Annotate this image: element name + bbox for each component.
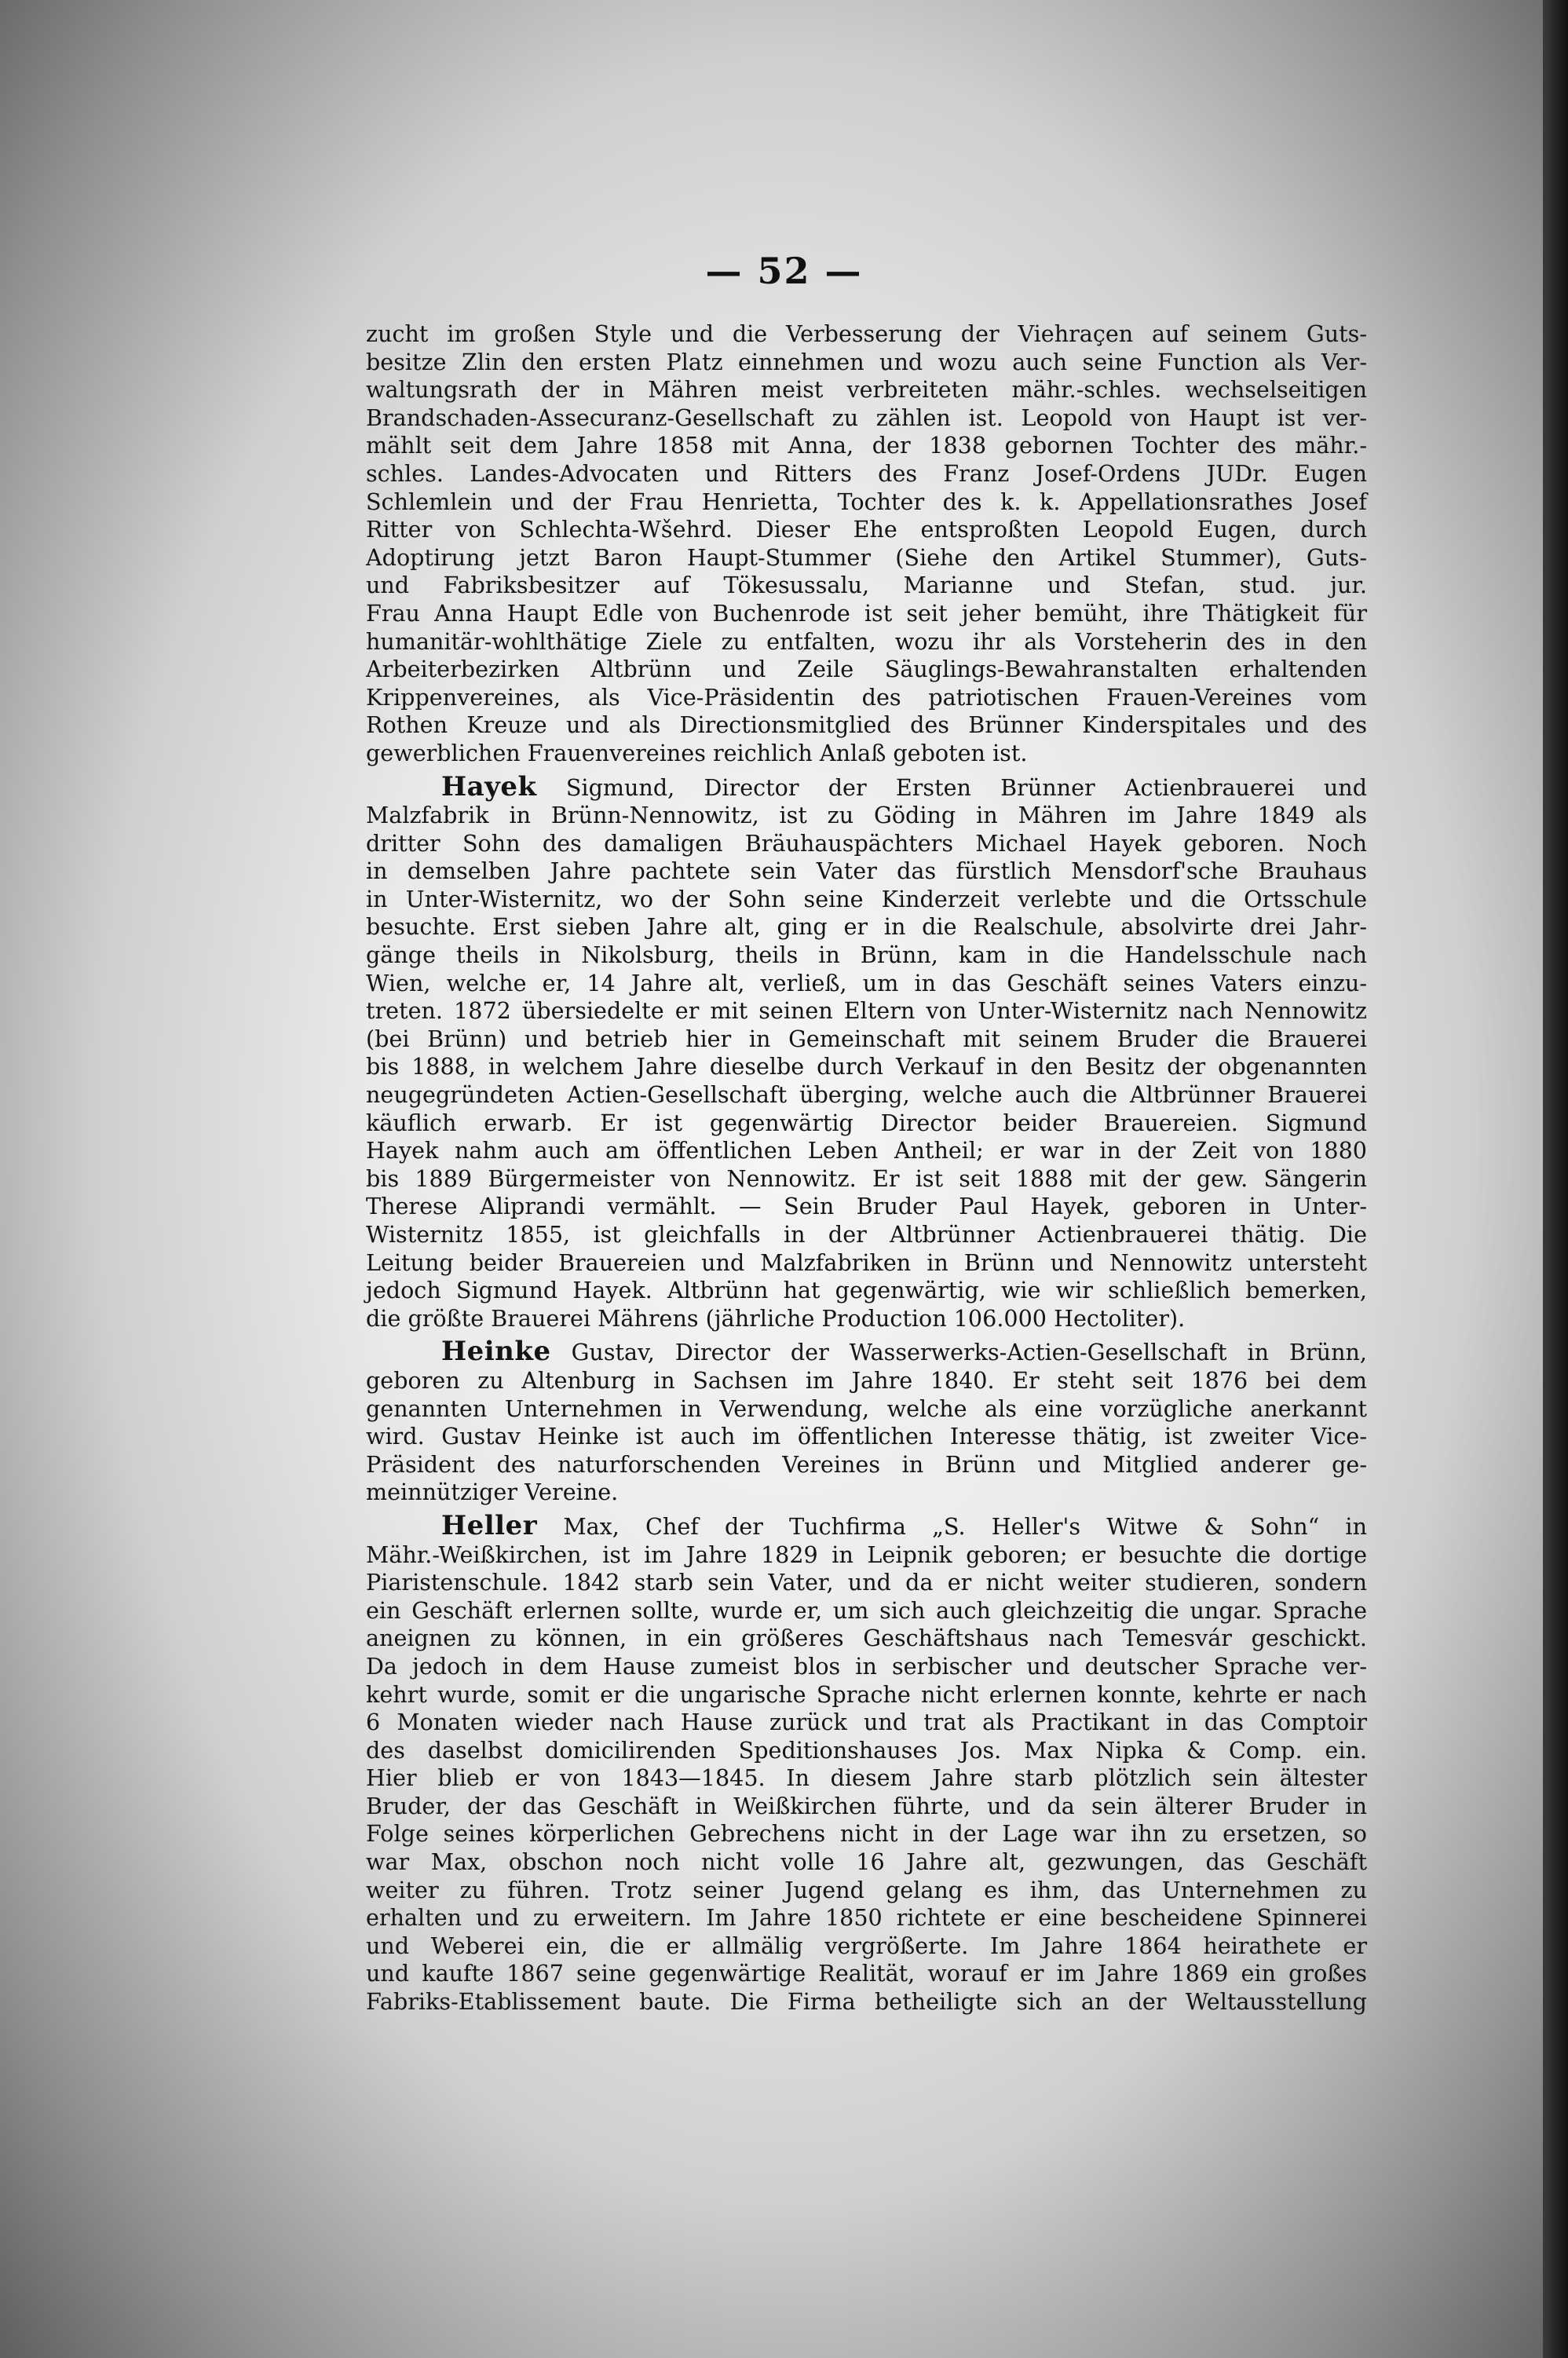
text-line: waltungsrath der in Mähren meist verbreiteten mähr.-schles. wechselseitigen [366, 376, 1367, 404]
intro-paragraph [366, 320, 1367, 768]
text-line: Schlemlein und der Frau Henrietta, Tochter des k. k. Appellationsrathes Josef [366, 488, 1367, 515]
entry-first-line [366, 770, 1367, 802]
entry-first-line-text: Sigmund, Director der Ersten Brünner Actienbrauerei und [565, 773, 1367, 801]
text-line: Brandschaden-Assecuranz-Gesellschaft zu zählen ist. Leopold von Haupt ist ver- [366, 404, 1367, 431]
text-line: geboren zu Altenburg in Sachsen im Jahre 1840. Er steht seit 1876 bei dem [366, 1366, 1367, 1394]
text-line: in Unter-Wisternitz, wo der Sohn seine Kinderzeit verlebte und die Ortsschule [366, 885, 1367, 912]
text-line: war Max, obschon noch nicht volle 16 Jahre alt, gezwungen, das Geschäft [366, 1848, 1367, 1876]
text-line: und Fabriksbesitzer auf Tökesussalu, Marianne und Stefan, stud. jur. [366, 572, 1367, 599]
text-line: bis 1889 Bürgermeister von Nennowitz. Er ist seit 1888 mit der gew. Sängerin [366, 1164, 1367, 1192]
text-line: Präsident des naturforschenden Vereines in Brünn und Mitglied anderer ge- [366, 1450, 1367, 1478]
text-line: Mähr.-Weißkirchen, ist im Jahre 1829 in Leipnik geboren; er besuchte die dortige [366, 1541, 1367, 1568]
text-line: neugegründeten Actien-Gesellschaft überging, welche auch die Altbrünner Brauerei [366, 1081, 1367, 1109]
text-line: genannten Unternehmen in Verwendung, welche als eine vorzügliche anerkannt [366, 1395, 1367, 1422]
page-edge-shadow [1543, 0, 1568, 2358]
text-line: Therese Aliprandi vermählt. — Sein Bruder Paul Hayek, geboren in Unter- [366, 1193, 1367, 1220]
text-line: wird. Gustav Heinke ist auch im öffentlichen Interesse thätig, ist zweiter Vice- [366, 1423, 1367, 1450]
text-line: Hier blieb er von 1843—1845. In diesem Jahre starb plötzlich sein ältester [366, 1764, 1367, 1792]
text-line: Ritter von Schlechta-Wšehrd. Dieser Ehe entsproßten Leopold Eugen, durch [366, 516, 1367, 543]
text-line: in demselben Jahre pachtete sein Vater das fürstlich Mensdorf'sche Brauhaus [366, 857, 1367, 885]
text-line: schles. Landes-Advocaten und Ritters des Franz Josef-Ordens JUDr. Eugen [366, 459, 1367, 487]
text-line: des daselbst domicilirenden Speditionshauses Jos. Max Nipka & Comp. ein. [366, 1736, 1367, 1764]
page-number: — 52 — [705, 250, 863, 292]
text-line: gänge theils in Nikolsburg, theils in Brünn, kam in die Handelsschule nach [366, 941, 1367, 969]
entry-first-line [366, 1509, 1367, 1541]
text-line: Rothen Kreuze und als Directionsmitglied des Brünner Kinderspitales und des [366, 711, 1367, 739]
text-line: und kaufte 1867 seine gegenwärtige Realität, worauf er im Jahre 1869 ein großes [366, 1960, 1367, 1987]
entry-heading: Heller [441, 1509, 538, 1541]
entry-first-line-text: Max, Chef der Tuchfirma „S. Heller's Witwe & Sohn“ in [563, 1512, 1367, 1540]
text-line: Piaristenschule. 1842 starb sein Vater, und da er nicht weiter studieren, sondern [366, 1569, 1367, 1596]
text-line: bis 1888, in welchem Jahre dieselbe durch Verkauf in den Besitz der obgenannten [366, 1053, 1367, 1080]
entry-heller [366, 1509, 1367, 2016]
entry-heading: Heinke [441, 1336, 551, 1368]
text-line: treten. 1872 übersiedelte er mit seinen Eltern von Unter-Wisternitz nach Nennowitz [366, 997, 1367, 1025]
text-line: die größte Brauerei Mährens (jährliche Production 106.000 Hectoliter). [366, 1304, 1186, 1332]
text-line: Fabriks-Etablissement baute. Die Firma betheiligte sich an der Weltausstellung [366, 1988, 1367, 2016]
text-line: käuflich erwarb. Er ist gegenwärtig Director beider Brauereien. Sigmund [366, 1109, 1367, 1136]
page-body [366, 320, 1367, 2016]
text-line: Adoptirung jetzt Baron Haupt-Stummer (Siehe den Artikel Stummer), Guts- [366, 543, 1367, 571]
entry-heinke [366, 1338, 1367, 1507]
text-line: Hayek nahm auch am öffentlichen Leben Antheil; er war in der Zeit von 1880 [366, 1137, 1367, 1164]
entries-list [366, 770, 1367, 2016]
text-line: dritter Sohn des damaligen Bräuhauspächters Michael Hayek geboren. Noch [366, 829, 1367, 857]
text-line: Folge seines körperlichen Gebrechens nicht in der Lage war ihn zu ersetzen, so [366, 1820, 1367, 1848]
text-line: (bei Brünn) und betrieb hier in Gemeinschaft mit seinem Bruder die Brauerei [366, 1025, 1367, 1052]
text-line: und Weberei ein, die er allmälig vergrößerte. Im Jahre 1864 heirathete er [366, 1932, 1367, 1959]
entry-first-line-text: Gustav, Director der Wasserwerks-Actien-Gesellschaft in Brünn, [571, 1339, 1367, 1366]
text-line: aneignen zu können, in ein größeres Geschäftshaus nach Temesvár geschickt. [366, 1625, 1367, 1652]
text-line: Leitung beider Brauereien und Malzfabriken in Brünn und Nennowitz untersteht [366, 1248, 1367, 1276]
text-line: Da jedoch in dem Hause zumeist blos in serbischer und deutscher Sprache ver- [366, 1652, 1367, 1680]
text-line: jedoch Sigmund Hayek. Altbrünn hat gegenwärtig, wie wir schließlich bemerken, [366, 1277, 1367, 1304]
text-line: humanitär-wohlthätige Ziele zu entfalten, wozu ihr als Vorsteherin des in den [366, 627, 1367, 655]
text-line: besuchte. Erst sieben Jahre alt, ging er in die Realschule, absolvirte drei Jahr- [366, 913, 1367, 941]
text-line: kehrt wurde, somit er die ungarische Sprache nicht erlernen konnte, kehrte er nach [366, 1680, 1367, 1708]
entry-first-line [366, 1338, 1367, 1367]
text-line: Arbeiterbezirken Altbrünn und Zeile Säuglings-Bewahranstalten erhaltenden [366, 656, 1367, 683]
text-line: Bruder, der das Geschäft in Weißkirchen führte, und da sein älterer Bruder in [366, 1792, 1367, 1819]
entry-hayek [366, 770, 1367, 1333]
text-line: erhalten und zu erweitern. Im Jahre 1850 richtete er eine bescheidene Spinnerei [366, 1904, 1367, 1932]
text-line: zucht im großen Style und die Verbesserung der Viehraçen auf seinem Guts- [366, 320, 1367, 347]
text-line: 6 Monaten wieder nach Hause zurück und trat als Practikant in das Comptoir [366, 1709, 1367, 1736]
text-line: Krippenvereines, als Vice-Präsidentin des patriotischen Frauen-Vereines vom [366, 683, 1367, 711]
text-line: ein Geschäft erlernen sollte, wurde er, um sich auch gleichzeitig die ungar. Sprache [366, 1596, 1367, 1624]
text-line: meinnütziger Vereine. [366, 1479, 619, 1506]
text-line: Wisternitz 1855, ist gleichfalls in der Altbrünner Actienbrauerei thätig. Die [366, 1221, 1367, 1248]
text-line: weiter zu führen. Trotz seiner Jugend gelang es ihm, das Unternehmen zu [366, 1876, 1367, 1903]
entry-heading: Hayek [441, 770, 537, 802]
text-line: besitze Zlin den ersten Platz einnehmen und wozu auch seine Function als Ver- [366, 348, 1367, 375]
text-line: mählt seit dem Jahre 1858 mit Anna, der 1838 gebornen Tochter des mähr.- [366, 432, 1367, 459]
text-line: Malzfabrik in Brünn-Nennowitz, ist zu Göding in Mähren im Jahre 1849 als [366, 802, 1367, 829]
text-line: gewerblichen Frauenvereines reichlich Anlaß geboten ist. [366, 739, 1028, 766]
text-line: Frau Anna Haupt Edle von Buchenrode ist seit jeher bemüht, ihre Thätigkeit für [366, 599, 1367, 627]
text-line: Wien, welche er, 14 Jahre alt, verließ, um in das Geschäft seines Vaters einzu- [366, 969, 1367, 996]
